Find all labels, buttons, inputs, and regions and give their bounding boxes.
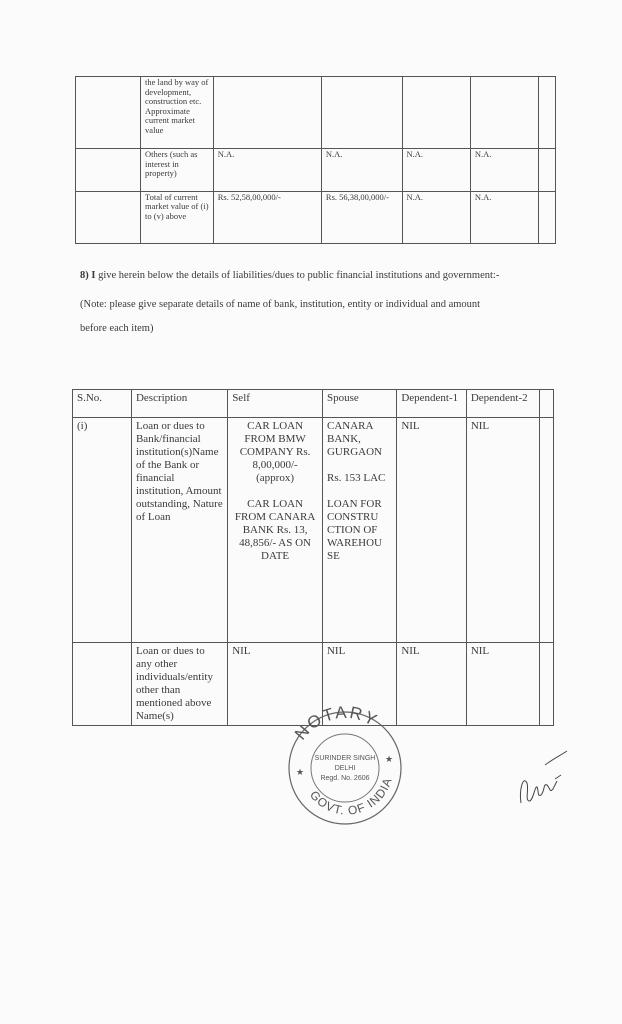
row-self	[228, 418, 323, 643]
header-dependent-2: Dependent-2	[466, 390, 539, 418]
header-dependent-1: Dependent-1	[397, 390, 467, 418]
row-sno	[73, 643, 132, 726]
star-icon: ★	[296, 767, 305, 777]
section-heading-text: give herein below the details of liabilities/dues to public financial institutions and government:-	[98, 270, 500, 281]
asset-value-cell: N.A.	[321, 149, 402, 191]
section-number: 8) I	[80, 270, 96, 281]
asset-value-cell: N.A.	[213, 149, 321, 191]
asset-blank-cell	[539, 77, 556, 149]
spouse-loan-nature: LOAN FOR CONSTRU CTION OF WAREHOU SE	[326, 498, 382, 562]
section-note-line-1: (Note: please give separate details of name of bank, institution, entity or individual and amount	[80, 299, 481, 310]
stamp-top-text: NOTARY	[290, 702, 382, 744]
asset-blank-cell	[539, 149, 556, 191]
self-loan-1: CAR LOAN FROM BMW COMPANY Rs. 8,00,000/- (approx)	[239, 420, 311, 484]
asset-value-cell: N.A.	[470, 191, 538, 243]
blank-cell	[539, 643, 553, 726]
spouse-bank: CANARA BANK, GURGAON	[326, 420, 382, 458]
asset-value-cell	[213, 77, 321, 149]
header-spouse: Spouse	[322, 390, 396, 418]
asset-value-cell	[321, 77, 402, 149]
row-dependent-2: NIL	[466, 418, 539, 643]
row-description: Loan or dues to Bank/financial institution(s)Name of the Bank or financial institution, Amount outstanding, Nature of Loan	[131, 418, 227, 643]
row-sno: (i)	[73, 418, 132, 643]
header-sno: S.No.	[73, 390, 132, 418]
row-dependent-1: NIL	[397, 418, 467, 643]
blank-cell	[539, 390, 553, 418]
signature	[515, 745, 570, 815]
row-self: NIL	[228, 643, 323, 726]
stamp-bottom-text: GOVT. OF INDIA	[307, 775, 395, 818]
asset-value-cell	[470, 77, 538, 149]
asset-value-cell: Rs. 56,38,00,000/-	[321, 191, 402, 243]
asset-blank-cell	[76, 191, 141, 243]
self-loan-2: CAR LOAN FROM CANARA BANK Rs. 13, 48,856/- AS ON DATE	[234, 498, 316, 562]
asset-blank-cell	[76, 77, 141, 149]
section-8-heading	[80, 270, 499, 281]
asset-label-cell: the land by way of development, construction etc. Approximate current market value	[141, 77, 214, 149]
liabilities-table	[72, 389, 554, 726]
row-spouse: NIL	[322, 643, 396, 726]
asset-value-cell: N.A.	[402, 191, 470, 243]
asset-label-cell: Total of current market value of (i) to (v) above	[141, 191, 214, 243]
spouse-amount: Rs. 153 LAC	[326, 472, 386, 484]
asset-value-cell: N.A.	[402, 149, 470, 191]
asset-label-cell: Others (such as interest in property)	[141, 149, 214, 191]
header-self: Self	[228, 390, 323, 418]
asset-value-cell: Rs. 52,58,00,000/-	[213, 191, 321, 243]
asset-table	[75, 76, 556, 244]
notary-stamp	[280, 700, 410, 830]
section-note-line-2: before each item)	[80, 323, 154, 334]
stamp-reg-no: Regd. No. 2606	[320, 775, 370, 782]
row-dependent-2: NIL	[466, 643, 539, 726]
header-description: Description	[131, 390, 227, 418]
row-spouse	[322, 418, 396, 643]
asset-blank-cell	[76, 149, 141, 191]
asset-value-cell: N.A.	[470, 149, 538, 191]
asset-blank-cell	[539, 191, 556, 243]
row-dependent-1: NIL	[397, 643, 467, 726]
row-description: Loan or dues to any other individuals/entity other than mentioned above Name(s)	[131, 643, 227, 726]
stamp-city: DELHI	[334, 765, 356, 772]
asset-value-cell	[402, 77, 470, 149]
blank-cell	[539, 418, 553, 643]
star-icon: ★	[385, 754, 394, 764]
stamp-name: SURINDER SINGH	[314, 755, 376, 762]
